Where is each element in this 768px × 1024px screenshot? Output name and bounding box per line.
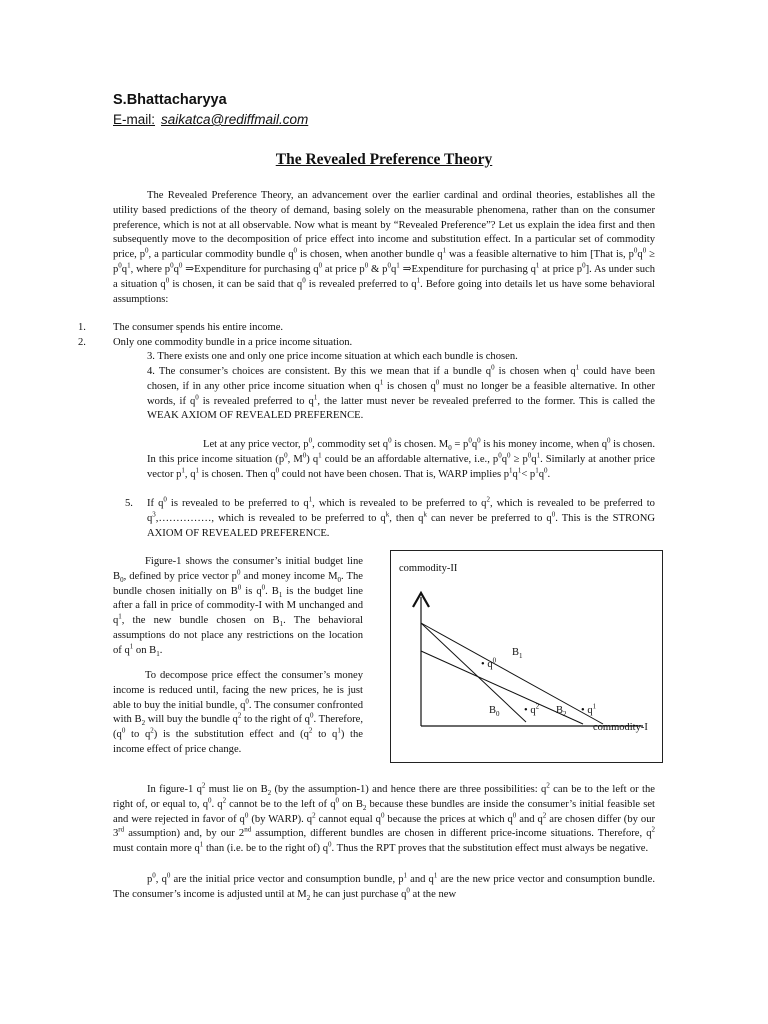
x-axis-label: commodity-I bbox=[593, 722, 648, 733]
paper-title bbox=[0, 151, 768, 169]
point-q0-text: q bbox=[487, 659, 493, 670]
y-axis-label: commodity-II bbox=[399, 563, 458, 574]
author-email bbox=[113, 112, 308, 127]
email-label: E-mail: bbox=[113, 112, 156, 127]
figure-1 bbox=[390, 550, 663, 763]
conclusion-paragraph: In figure-1 $q^2$ must lie on $B_2$ (by the assumption-1) and hence there are three possibilities: $q^2$ can be to the left or the right of, or equal to, $q^0$. $q^2$ cannot be to the left of $q^0$ on $B_2$ because these bundles are inside the consumer’s initial feasible set and were rejected in favor of $q^0$ (by WARP). $q^2$ cannot equal $q^0$ because the prices at which $q^0$ and $q^2$ are chosen differ (by our 3rd assumption) and, by our 2nd assumption, different bundles are chosen in different price-income situations. Therefore, $q^2$ must contain more $q^1$ than (i.e. be to the right of) $q^0$. Thus the RPT proves that the substitution effect must always be negative. bbox=[113, 781, 656, 855]
point-q0-sup: 0 bbox=[492, 656, 497, 665]
list-number-2: 2. bbox=[78, 337, 86, 348]
label-b0 bbox=[489, 705, 500, 717]
price-effect-paragraph: To decompose price effect the consumer’s money income is reduced until, facing the new prices, he is just able to buy the initial bundle, $q^0$. The consumer confronted with $B_2$ will buy the bundle $q^2$ to the right of $q^0$. Therefore, ($q^0$ to $q^2$) is the substitution effect and ($q^2$ to $q^1$) the income effect of price change. bbox=[113, 670, 364, 755]
intro-paragraph: The Revealed Preference Theory, an advancement over the earlier cardinal and ordinal theories, establishes all the utility based predictions of the theory of demand, basing solely on the measurable phenomena, rather than on the consumer preference, which is not at all observable. Now what is meant by “Revealed Preference”? Let us explain the idea first and then subsequently move to the decomposition of price effect into income and substitution effect. In a particular set of commodity price, $p^0$, a particular commodity bundle $q^0$ is chosen, when another bundle $q^1$ was a feasible alternative to him [That is, $p^0q^0 \ge p^0q^1$, where $p^0q^0$ ⇒Expenditure for purchasing $q^0$ at price $p^0$ & $p^0q^1$ ⇒Expenditure for purchasing $q^1$ at price $p^0$]. As under such a situation $q^0$ is chosen, it can be said that $q^0$ is revealed preferred to $q^1$. Before going into details let us have some behavioral assumptions: bbox=[113, 190, 656, 305]
label-b2-sub: 2 bbox=[563, 710, 567, 719]
label-b0-sub: 0 bbox=[496, 710, 500, 719]
point-q2: • $q^2$ bbox=[524, 702, 540, 716]
label-b1 bbox=[512, 647, 523, 659]
label-b2 bbox=[556, 705, 567, 717]
point-q2-sup: 2 bbox=[535, 702, 540, 711]
list-number-1: 1. bbox=[78, 322, 86, 333]
assumption-1: The consumer spends his entire income. bbox=[113, 322, 284, 333]
assumption-4-explanation: Let at any price vector, $p^0$, commodity set $q^0$ is chosen. $M_0 = p^0q^0$ is his money income, when $q^0$ is chosen. In this price income situation ($p^0$, $M^0$) $q^1$ could be an affordable alternative, i.e., $p^0q^0 \ge p^0q^1$. Similarly at another price vector $p^1$, $q^1$ is chosen. Then $q^0$ could not have been chosen. That is, WARP implies $p^1q^1< p^1q^0$. bbox=[147, 436, 655, 480]
paper-title-text: The Revealed Preference Theory bbox=[275, 151, 493, 168]
figure-description: Figure-1 shows the consumer’s initial budget line $B_0$, defined by price vector $p^0$ and money income $M_0$. The bundle chosen initially on $B^0$ is $q^0$. $B_1$ is the budget line after a fall in price of commodity-I with M unchanged and $q^1$, the new bundle chosen on $B_1$. The behavioral assumptions do not place any restrictions on the location of $q^1$ on $B_1$. bbox=[113, 556, 364, 658]
point-q0: • $q^0$ bbox=[481, 656, 497, 670]
assumption-4: 4. The consumer’s choices are consistent. By this we mean that if a bundle $q^0$ is chosen when $q^1$ could have been chosen, if in any other price income situation when $q^1$ is chosen $q^0$ must no longer be a feasible alternative. In other words, if $q^0$ is revealed preferred to $q^1$, the latter must never be revealed preferred to the former. This is called the WEAK AXIOM OF REVEALED PREFERENCE. bbox=[147, 363, 656, 422]
point-q1: • $q^1$ bbox=[581, 702, 597, 716]
final-paragraph: $p^0$, $q^0$ are the initial price vector and consumption bundle, $p^1$ and $q^1$ are the new price vector and consumption bundle. The consumer’s income is adjusted until at $M_2$ he can just purchase $q^0$ at the new bbox=[113, 871, 656, 902]
point-q1-sup: 1 bbox=[592, 702, 597, 711]
label-b1-sub: 1 bbox=[519, 652, 523, 661]
list-number-5: 5. bbox=[125, 498, 133, 509]
label-b1-text: B bbox=[512, 647, 520, 658]
point-q1-text: q bbox=[587, 705, 593, 716]
label-b2-text: B bbox=[556, 705, 564, 716]
author-name: S.Bhattacharyya bbox=[113, 92, 227, 108]
label-b0-text: B bbox=[489, 705, 497, 716]
email-link[interactable]: saikatca@rediffmail.com bbox=[161, 112, 309, 127]
assumption-5: If $q^0$ is revealed to be preferred to $q^1$, which is revealed to be preferred to $q^2$, which is revealed to be preferred to $q^3,\dots\dots\dots\dots\dots$, which is revealed to be preferred to $q^k$, then $q^k$ can never be preferred to $q^0$. This is the STRONG AXIOM OF REVEALED PREFERENCE. bbox=[147, 495, 655, 539]
assumption-2: Only one commodity bundle in a price income situation. bbox=[113, 337, 353, 348]
assumption-3: 3. There exists one and only one price income situation at which each bundle is chosen. bbox=[147, 351, 518, 362]
point-q2-text: q bbox=[530, 705, 536, 716]
